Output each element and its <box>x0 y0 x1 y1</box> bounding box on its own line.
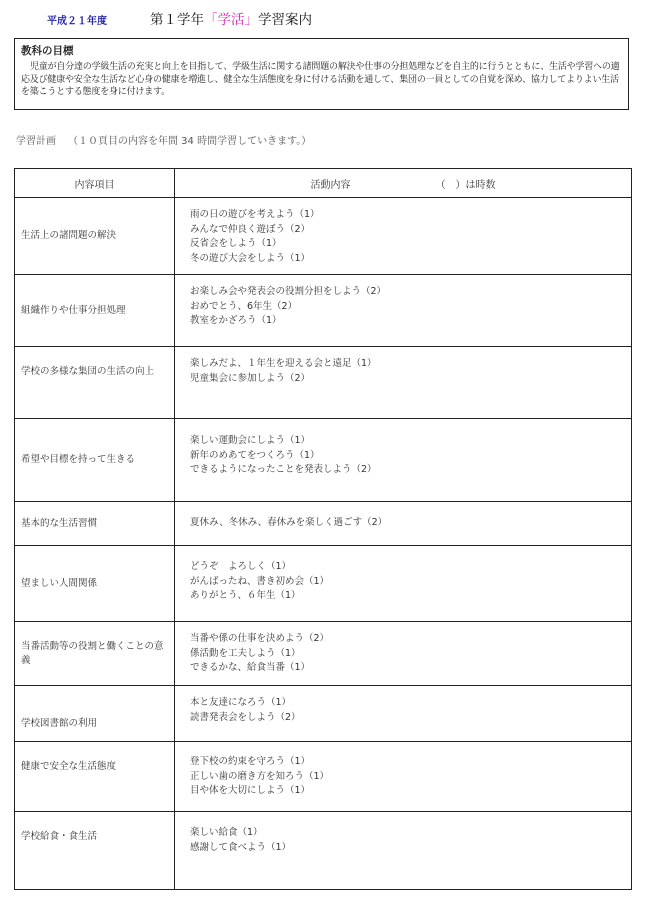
row-item: 生活上の諸問題の解決 <box>15 198 175 275</box>
activity: 反省会をしよう（1） <box>190 238 282 249</box>
activity: 正しい歯の磨き方を知ろう（1） <box>190 770 330 782</box>
document-header <box>0 8 653 30</box>
row-item: 当番活動等の役割と働くことの意義 <box>15 622 175 686</box>
activity: がんばったね、書き初め会（1） <box>190 575 330 587</box>
activity: 冬の遊び大会をしよう（1） <box>190 252 311 264</box>
activity: 教室をかざろう（1） <box>190 315 282 326</box>
schedule-table <box>14 168 632 890</box>
page-title <box>150 8 312 28</box>
table-header-row <box>15 169 632 198</box>
table-row <box>15 686 632 742</box>
table-row <box>15 812 632 890</box>
table-row <box>15 546 632 622</box>
row-activities <box>175 546 632 622</box>
plan-label: 学習計画 <box>16 136 56 147</box>
row-item: 希望や目標を持って生きる <box>15 419 175 502</box>
row-activities <box>175 419 632 502</box>
activity: 児童集会に参加しよう（2） <box>190 372 311 384</box>
study-plan-line <box>16 132 311 147</box>
activity: 読書発表会をしよう（2） <box>190 711 301 723</box>
table-row <box>15 502 632 546</box>
activity: 新年のめあてをつくろう（1） <box>190 449 320 461</box>
row-activities <box>175 622 632 686</box>
activity: 夏休み、冬休み、春休みを楽しく過ごす（2） <box>190 517 388 528</box>
row-item: 健康で安全な生活態度 <box>15 742 175 812</box>
activity: ありがとう、６年生（1） <box>190 590 301 601</box>
row-activities <box>175 198 632 275</box>
title-grade: 第１学年 <box>150 12 204 28</box>
row-item: 学校の多様な集団の生活の向上 <box>15 347 175 419</box>
activity: みんなで仲良く遊ぼう（2） <box>190 223 311 235</box>
activity: 係活動を工夫しよう（1） <box>190 647 301 659</box>
row-item: 学校給食・食生活 <box>15 812 175 890</box>
table-row <box>15 347 632 419</box>
row-activities <box>175 347 632 419</box>
activity: どうぞ よろしく（1） <box>190 561 292 572</box>
table-row <box>15 198 632 275</box>
goal-heading: 教科の目標 <box>21 45 74 57</box>
activity: お楽しみ会や発表会の役割分担をしよう（2） <box>190 286 387 297</box>
activity: 目や体を大切にしよう（1） <box>190 785 311 796</box>
activity: 本と友達になろう（1） <box>190 697 292 708</box>
activity: 感謝して食べよう（1） <box>190 841 292 853</box>
row-activities <box>175 686 632 742</box>
school-year: 平成２１年度 <box>47 16 107 27</box>
row-item: 組織作りや仕事分担処理 <box>15 275 175 347</box>
row-activities <box>175 742 632 812</box>
table-row <box>15 419 632 502</box>
table-row <box>15 622 632 686</box>
row-item: 基本的な生活習慣 <box>15 502 175 546</box>
activity: おめでとう、6年生（2） <box>190 300 298 312</box>
row-item: 望ましい人間関係 <box>15 546 175 622</box>
activity: 登下校の約束を守ろう（1） <box>190 756 311 767</box>
table-row <box>15 742 632 812</box>
activity: 楽しみだよ、１年生を迎える会と遠足（1） <box>190 358 377 369</box>
activity-header-label: 活動内容 <box>310 179 351 191</box>
column-header-item: 内容項目 <box>15 169 175 198</box>
table-row <box>15 275 632 347</box>
row-activities <box>175 275 632 347</box>
plan-note: （１０頁目の内容を年間 34 時間学習していきます。） <box>68 136 312 147</box>
activity: 楽しい運動会にしよう（1） <box>190 435 311 446</box>
row-activities <box>175 812 632 890</box>
row-item: 学校図書館の利用 <box>15 686 175 742</box>
hours-hint: （ ）は時数 <box>435 179 496 191</box>
goal-text: 児童が自分達の学級生活の充実と向上を目指して、学級生活に関する諸問題の解決や仕事の分担処理などを自主的に行うとともに、生活や学習への適応及び健康や安全な生活など心身の健康を増進し、健全な生活態度を身に付ける活動を通して、集団の一員としての自覚を深め、協力してよりよい生活を築こうとする態度を身に付けます。 <box>21 62 620 97</box>
activity: 当番や係の仕事を決めよう（2） <box>190 633 330 644</box>
activity: できるかな、給食当番（1） <box>190 662 311 673</box>
activity: 楽しい給食（1） <box>190 827 263 838</box>
activity: 雨の日の遊びを考えよう（1） <box>190 209 320 220</box>
title-subject: 「学活」 <box>204 12 258 28</box>
activity: できるようになったことを発表しよう（2） <box>190 464 377 475</box>
subject-goal-box <box>14 38 629 110</box>
title-suffix: 学習案内 <box>258 12 312 28</box>
row-activities <box>175 502 632 546</box>
column-header-activity <box>175 169 632 198</box>
